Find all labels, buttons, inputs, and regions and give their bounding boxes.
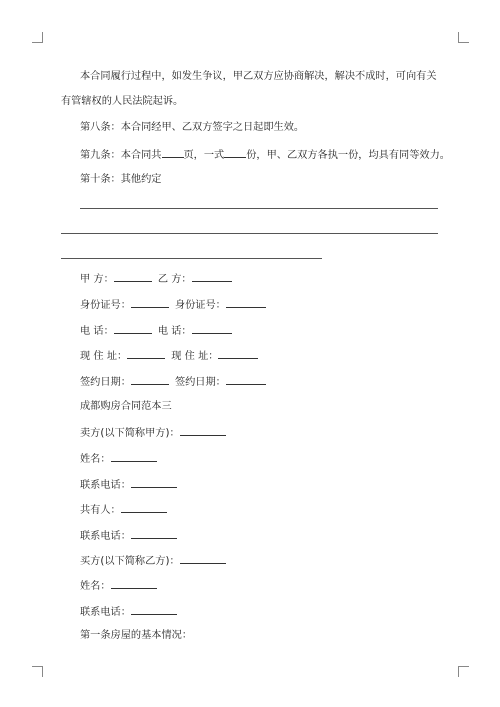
address-a-label: 现 住 址： xyxy=(80,351,128,362)
crop-mark-top-left xyxy=(32,32,43,43)
seller-row xyxy=(80,425,226,441)
id-b-label: 身份证号： xyxy=(174,300,226,311)
co-owner-label: 共有人： xyxy=(80,505,121,516)
buyer-blank[interactable] xyxy=(180,553,226,564)
buyer-name-label: 姓名： xyxy=(80,581,111,592)
party-a-label: 甲 方： xyxy=(80,274,114,285)
buyer-row xyxy=(80,553,226,569)
buyer-phone-blank[interactable] xyxy=(131,604,177,615)
party-a-blank[interactable] xyxy=(114,271,152,282)
address-row xyxy=(80,348,258,364)
co-owner-phone-row xyxy=(80,528,177,544)
seller-name-blank[interactable] xyxy=(111,451,157,462)
party-b-label: 乙 方： xyxy=(157,274,192,285)
address-b-blank[interactable] xyxy=(218,348,258,359)
seller-label: 卖方(以下简称甲方)： xyxy=(80,428,180,439)
page-count-blank[interactable] xyxy=(162,147,184,158)
address-a-blank[interactable] xyxy=(127,348,165,359)
copy-count-blank[interactable] xyxy=(224,147,246,158)
buyer-phone-row xyxy=(80,604,177,620)
other-terms-line-2[interactable] xyxy=(61,233,438,234)
seller-blank[interactable] xyxy=(180,425,226,436)
address-b-label: 现 住 址： xyxy=(171,351,219,362)
id-row xyxy=(80,297,266,313)
dispute-clause-line2: 有管辖权的人民法院起诉。 xyxy=(61,96,184,107)
seller-name-row xyxy=(80,451,157,467)
template-3-title: 成都购房合同范本三 xyxy=(80,401,172,412)
phone-b-blank[interactable] xyxy=(192,323,232,334)
article-9 xyxy=(80,147,450,163)
crop-mark-bottom-left xyxy=(32,666,43,677)
seller-name-label: 姓名： xyxy=(80,454,111,465)
co-owner-phone-label: 联系电话： xyxy=(80,531,131,542)
id-b-blank[interactable] xyxy=(226,297,266,308)
date-a-label: 签约日期： xyxy=(80,377,131,388)
phone-a-blank[interactable] xyxy=(114,323,152,334)
crop-mark-bottom-right xyxy=(458,666,469,677)
date-a-blank[interactable] xyxy=(131,374,169,385)
buyer-phone-label: 联系电话： xyxy=(80,607,131,618)
party-b-blank[interactable] xyxy=(192,271,232,282)
seller-phone-label: 联系电话： xyxy=(80,480,131,491)
phone-a-label: 电 话： xyxy=(80,326,114,337)
seller-phone-blank[interactable] xyxy=(131,477,177,488)
other-terms-line-3[interactable] xyxy=(61,258,322,259)
phone-row xyxy=(80,323,232,339)
party-row xyxy=(80,271,232,287)
crop-mark-top-right xyxy=(458,32,469,43)
co-owner-row xyxy=(80,502,167,518)
article-9-part-c: 份，甲、乙双方各执一份，均具有同等效力。 xyxy=(246,150,450,161)
article-10: 第十条：其他约定 xyxy=(80,174,162,185)
date-row xyxy=(80,374,266,390)
buyer-label: 买方(以下简称乙方)： xyxy=(80,556,180,567)
other-terms-line-1[interactable] xyxy=(80,208,438,209)
dispute-clause-line1: 本合同履行过程中，如发生争议，甲乙双方应协商解决，解决不成时，可向有关 xyxy=(80,71,437,82)
article-8: 第八条：本合同经甲、乙双方签字之日起即生效。 xyxy=(80,122,305,133)
co-owner-blank[interactable] xyxy=(121,502,167,513)
seller-phone-row xyxy=(80,477,177,493)
date-b-label: 签约日期： xyxy=(174,377,226,388)
buyer-name-row xyxy=(80,578,157,594)
date-b-blank[interactable] xyxy=(226,374,266,385)
id-a-blank[interactable] xyxy=(131,297,169,308)
phone-b-label: 电 话： xyxy=(157,326,192,337)
article-1-house-info: 第一条房屋的基本情况： xyxy=(80,630,193,641)
id-a-label: 身份证号： xyxy=(80,300,131,311)
article-9-part-a: 第九条：本合同共 xyxy=(80,150,162,161)
article-9-part-b: 页，一式 xyxy=(183,150,225,161)
buyer-name-blank[interactable] xyxy=(111,578,157,589)
co-owner-phone-blank[interactable] xyxy=(131,528,177,539)
